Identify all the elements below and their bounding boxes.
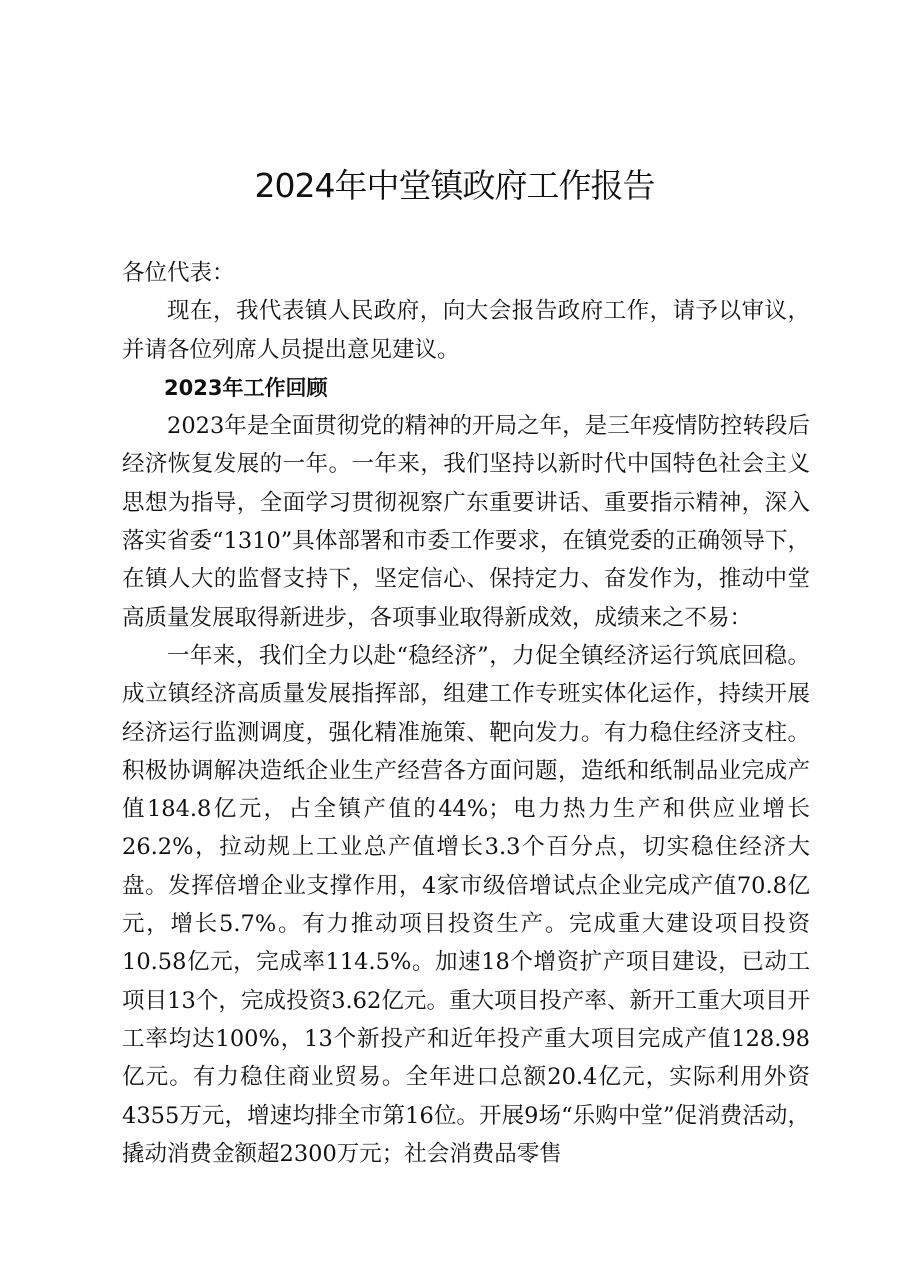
document-body [122, 254, 810, 1173]
section-paragraph: 2023年是全面贯彻党的精神的开局之年，是三年疫情防控转段后经济恢复发展的一年。一年来，我们坚持以新时代中国特色社会主义思想为指导，全面学习贯彻视察广东重要讲话、重要指示精神，深入落实省委“1310”具体部署和市委工作要求，在镇党委的正确领导下，在镇人大的监督支持下，坚定信心、保持定力、奋发作为，推动中堂高质量发展取得新进步，各项事业取得新成效，成绩来之不易： [122, 413, 810, 631]
intro-paragraph: 现在，我代表镇人民政府，向大会报告政府工作，请予以审议，并请各位列席人员提出意见建议。 [122, 298, 810, 363]
section-paragraph: 一年来，我们全力以赴“稳经济”，力促全镇经济运行筑底回稳。成立镇经济高质量发展指挥部，组建工作专班实体化运作，持续开展经济运行监测调度，强化精准施策、靶向发力。有力稳住经济支柱。积极协调解决造纸企业生产经营各方面问题，造纸和纸制品业完成产值184.8亿元，占全镇产值的44%；电力热力生产和供应业增长26.2%，拉动规上工业总产值增长3.3个百分点，切实稳住经济大盘。发挥倍增企业支撑作用，4家市级倍增试点企业完成产值70.8亿元，增长5.7%。有力推动项目投资生产。完成重大建设项目投资10.58亿元，完成率114.5%。加速18个增资扩产项目建设，已动工项目13个，完成投资3.62亿元。重大项目投产率、新开工重大项目开工率均达100%，13个新投产和近年投产重大项目完成产值128.98亿元。有力稳住商业贸易。全年进口总额20.4亿元，实际利用外资4355万元，增速均排全市第16位。开展9场“乐购中堂”促消费活动，撬动消费金额超2300万元；社会消费品零售 [122, 642, 810, 1167]
section-heading: 2023年工作回顾 [164, 375, 328, 400]
document-title: 2024年中堂镇政府工作报告 [254, 166, 655, 205]
salutation: 各位代表： [122, 260, 235, 286]
